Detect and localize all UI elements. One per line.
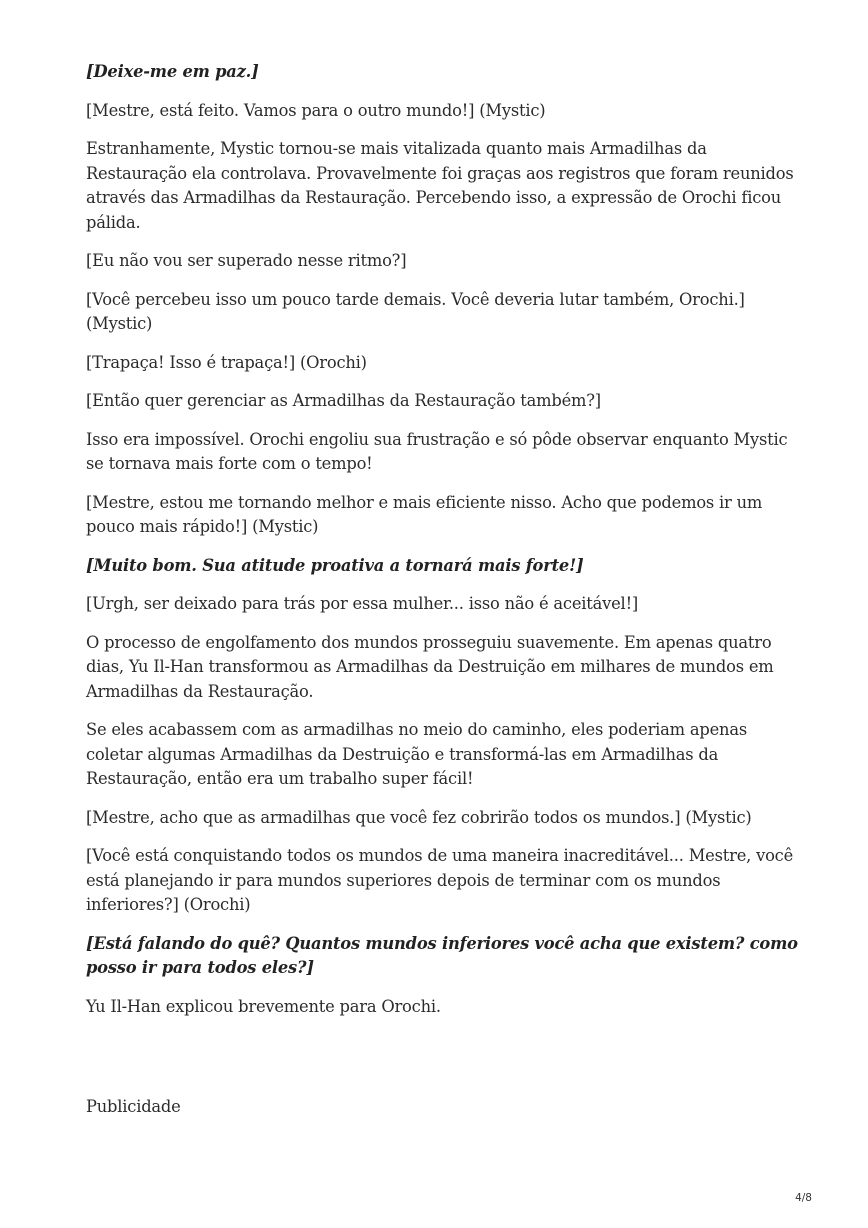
paragraph-16: [Está falando do quê? Quantos mundos inferiores você acha que existem? como posso ir para todos eles?] <box>86 933 798 977</box>
paragraph-2: [Mestre, está feito. Vamos para o outro mundo!] (Mystic) <box>86 100 546 120</box>
paragraph-15: [Você está conquistando todos os mundos de uma maneira inacreditável... Mestre, você está planejando ir para mundos superiores depois de terminar com os mundos inferiores?] (Orochi) <box>86 846 794 914</box>
paragraph-1: [Deixe-me em paz.] <box>86 62 259 81</box>
paragraph-3: Estranhamente, Mystic tornou-se mais vitalizada quanto mais Armadilhas da Restauração ela controlava. Provavelmente foi graças aos registros que foram reunidos através das Armadilhas da Restauração. Percebendo isso, a expressão de Orochi ficou pálida. <box>86 139 794 232</box>
paragraph-4: [Eu não vou ser superado nesse ritmo?] <box>86 251 407 270</box>
paragraph-11: [Urgh, ser deixado para trás por essa mulher... isso não é aceitável!] <box>86 594 639 613</box>
paragraph-5: [Você percebeu isso um pouco tarde demais. Você deveria lutar também, Orochi.] (Mystic) <box>86 289 745 333</box>
advertisement-label: Publicidade <box>86 1097 181 1116</box>
page-number: 4/8 <box>795 1192 812 1204</box>
paragraph-13: Se eles acabassem com as armadilhas no meio do caminho, eles poderiam apenas coletar algumas Armadilhas da Destruição e transformá-las em Armadilhas da Restauração, então era um trabalho super fácil! <box>86 720 747 788</box>
paragraph-17: Yu Il-Han explicou brevemente para Orochi. <box>86 996 441 1016</box>
paragraph-10: [Muito bom. Sua atitude proativa a tornará mais forte!] <box>86 555 584 575</box>
paragraph-8: Isso era impossível. Orochi engoliu sua frustração e só pôde observar enquanto Mystic se tornava mais forte com o tempo! <box>86 429 788 473</box>
paragraph-6: [Trapaça! Isso é trapaça!] (Orochi) <box>86 352 367 372</box>
paragraph-12: O processo de engolfamento dos mundos prosseguiu suavemente. Em apenas quatro dias, Yu Il-Han transformou as Armadilhas da Destruição em milhares de mundos em Armadilhas da Restauração. <box>86 632 774 701</box>
document-body <box>86 60 806 1033</box>
paragraph-7: [Então quer gerenciar as Armadilhas da Restauração também?] <box>86 391 601 410</box>
paragraph-14: [Mestre, acho que as armadilhas que você fez cobrirão todos os mundos.] (Mystic) <box>86 807 752 827</box>
paragraph-9: [Mestre, estou me tornando melhor e mais eficiente nisso. Acho que podemos ir um pouco mais rápido!] (Mystic) <box>86 492 763 536</box>
